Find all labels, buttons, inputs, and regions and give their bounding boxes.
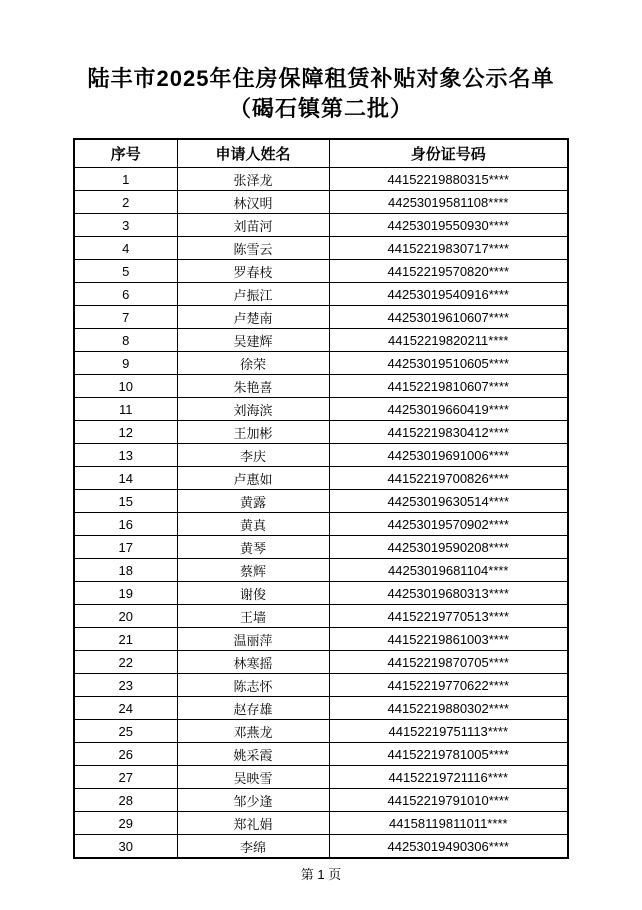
serial-number-cell: 11 bbox=[74, 398, 177, 421]
table-row bbox=[74, 168, 568, 191]
applicant-name-cell: 朱艳喜 bbox=[177, 375, 329, 398]
table-row bbox=[74, 582, 568, 605]
applicant-name-cell: 王墙 bbox=[177, 605, 329, 628]
serial-number-cell: 29 bbox=[74, 812, 177, 835]
column-header-applicant-name: 申请人姓名 bbox=[177, 139, 329, 168]
applicant-name-cell: 陈雪云 bbox=[177, 237, 329, 260]
applicant-name-cell: 陈志怀 bbox=[177, 674, 329, 697]
serial-number-cell: 4 bbox=[74, 237, 177, 260]
id-number-cell: 44152219861003**** bbox=[329, 628, 568, 651]
serial-number-cell: 13 bbox=[74, 444, 177, 467]
id-number-cell: 44253019610607**** bbox=[329, 306, 568, 329]
id-number-cell: 44152219870705**** bbox=[329, 651, 568, 674]
id-number-cell: 44253019570902**** bbox=[329, 513, 568, 536]
table-row bbox=[74, 329, 568, 352]
id-number-cell: 44253019490306**** bbox=[329, 835, 568, 859]
applicant-name-cell: 刘海滨 bbox=[177, 398, 329, 421]
table-row bbox=[74, 214, 568, 237]
id-number-cell: 44152219880315**** bbox=[329, 168, 568, 191]
serial-number-cell: 19 bbox=[74, 582, 177, 605]
table-row bbox=[74, 766, 568, 789]
table-row bbox=[74, 375, 568, 398]
applicant-name-cell: 张泽龙 bbox=[177, 168, 329, 191]
id-number-cell: 44152219820211**** bbox=[329, 329, 568, 352]
table-row bbox=[74, 559, 568, 582]
column-header-serial-number: 序号 bbox=[74, 139, 177, 168]
applicant-name-cell: 赵存雄 bbox=[177, 697, 329, 720]
id-number-cell: 44253019691006**** bbox=[329, 444, 568, 467]
applicant-name-cell: 蔡辉 bbox=[177, 559, 329, 582]
serial-number-cell: 27 bbox=[74, 766, 177, 789]
serial-number-cell: 8 bbox=[74, 329, 177, 352]
serial-number-cell: 1 bbox=[74, 168, 177, 191]
applicant-name-cell: 谢俊 bbox=[177, 582, 329, 605]
serial-number-cell: 5 bbox=[74, 260, 177, 283]
serial-number-cell: 18 bbox=[74, 559, 177, 582]
applicant-name-cell: 徐荣 bbox=[177, 352, 329, 375]
applicant-name-cell: 卢惠如 bbox=[177, 467, 329, 490]
serial-number-cell: 24 bbox=[74, 697, 177, 720]
id-number-cell: 44253019581108**** bbox=[329, 191, 568, 214]
serial-number-cell: 7 bbox=[74, 306, 177, 329]
serial-number-cell: 26 bbox=[74, 743, 177, 766]
table-row bbox=[74, 720, 568, 743]
table-row bbox=[74, 260, 568, 283]
column-header-id-number: 身份证号码 bbox=[329, 139, 568, 168]
table-row bbox=[74, 743, 568, 766]
id-number-cell: 44152219770513**** bbox=[329, 605, 568, 628]
table-row bbox=[74, 697, 568, 720]
table-row bbox=[74, 306, 568, 329]
applicant-name-cell: 李庆 bbox=[177, 444, 329, 467]
applicant-name-cell: 黄露 bbox=[177, 490, 329, 513]
serial-number-cell: 14 bbox=[74, 467, 177, 490]
table-row bbox=[74, 651, 568, 674]
id-number-cell: 44253019630514**** bbox=[329, 490, 568, 513]
id-number-cell: 44253019550930**** bbox=[329, 214, 568, 237]
id-number-cell: 44152219770622**** bbox=[329, 674, 568, 697]
applicant-name-cell: 吴建辉 bbox=[177, 329, 329, 352]
serial-number-cell: 30 bbox=[74, 835, 177, 859]
table-row bbox=[74, 237, 568, 260]
applicant-name-cell: 卢楚南 bbox=[177, 306, 329, 329]
table-row bbox=[74, 628, 568, 651]
table-row bbox=[74, 352, 568, 375]
table-row bbox=[74, 467, 568, 490]
id-number-cell: 44152219570820**** bbox=[329, 260, 568, 283]
table-row bbox=[74, 812, 568, 835]
id-number-cell: 44152219700826**** bbox=[329, 467, 568, 490]
serial-number-cell: 25 bbox=[74, 720, 177, 743]
table-row bbox=[74, 421, 568, 444]
applicant-name-cell: 邹少逢 bbox=[177, 789, 329, 812]
table-row bbox=[74, 835, 568, 859]
table-header-row bbox=[74, 139, 568, 168]
applicant-name-cell: 林寒摇 bbox=[177, 651, 329, 674]
applicant-name-cell: 黄琴 bbox=[177, 536, 329, 559]
table-row bbox=[74, 513, 568, 536]
id-number-cell: 44152219880302**** bbox=[329, 697, 568, 720]
serial-number-cell: 2 bbox=[74, 191, 177, 214]
applicant-name-cell: 温丽萍 bbox=[177, 628, 329, 651]
serial-number-cell: 21 bbox=[74, 628, 177, 651]
serial-number-cell: 16 bbox=[74, 513, 177, 536]
serial-number-cell: 9 bbox=[74, 352, 177, 375]
table-row bbox=[74, 398, 568, 421]
applicant-name-cell: 郑礼娟 bbox=[177, 812, 329, 835]
id-number-cell: 44152219751113**** bbox=[329, 720, 568, 743]
serial-number-cell: 28 bbox=[74, 789, 177, 812]
serial-number-cell: 10 bbox=[74, 375, 177, 398]
id-number-cell: 44253019540916**** bbox=[329, 283, 568, 306]
applicant-name-cell: 吴映雪 bbox=[177, 766, 329, 789]
applicant-name-cell: 黄真 bbox=[177, 513, 329, 536]
table-row bbox=[74, 536, 568, 559]
page-title-line2: （碣石镇第二批） bbox=[228, 96, 413, 121]
recipients-table bbox=[73, 138, 569, 859]
page-title bbox=[0, 0, 642, 124]
id-number-cell: 44152219830717**** bbox=[329, 237, 568, 260]
applicant-name-cell: 李绵 bbox=[177, 835, 329, 859]
table-row bbox=[74, 444, 568, 467]
applicant-name-cell: 罗春枝 bbox=[177, 260, 329, 283]
table-row bbox=[74, 191, 568, 214]
serial-number-cell: 15 bbox=[74, 490, 177, 513]
id-number-cell: 44152219791010**** bbox=[329, 789, 568, 812]
id-number-cell: 44253019510605**** bbox=[329, 352, 568, 375]
id-number-cell: 44152219781005**** bbox=[329, 743, 568, 766]
id-number-cell: 44253019660419**** bbox=[329, 398, 568, 421]
serial-number-cell: 6 bbox=[74, 283, 177, 306]
id-number-cell: 44152219810607**** bbox=[329, 375, 568, 398]
applicant-name-cell: 王加彬 bbox=[177, 421, 329, 444]
id-number-cell: 44253019680313**** bbox=[329, 582, 568, 605]
serial-number-cell: 23 bbox=[74, 674, 177, 697]
serial-number-cell: 12 bbox=[74, 421, 177, 444]
id-number-cell: 44152219830412**** bbox=[329, 421, 568, 444]
applicant-name-cell: 刘苗河 bbox=[177, 214, 329, 237]
id-number-cell: 44158119811011**** bbox=[329, 812, 568, 835]
table-row bbox=[74, 789, 568, 812]
table-row bbox=[74, 490, 568, 513]
applicant-name-cell: 姚采霞 bbox=[177, 743, 329, 766]
page-title-line1: 陆丰市2025年住房保障租赁补贴对象公示名单 bbox=[87, 66, 555, 91]
table-row bbox=[74, 674, 568, 697]
applicant-name-cell: 邓燕龙 bbox=[177, 720, 329, 743]
serial-number-cell: 17 bbox=[74, 536, 177, 559]
serial-number-cell: 3 bbox=[74, 214, 177, 237]
serial-number-cell: 22 bbox=[74, 651, 177, 674]
table-row bbox=[74, 605, 568, 628]
id-number-cell: 44253019681104**** bbox=[329, 559, 568, 582]
page-footer: 第 1 页 bbox=[300, 867, 342, 882]
serial-number-cell: 20 bbox=[74, 605, 177, 628]
applicant-name-cell: 林汉明 bbox=[177, 191, 329, 214]
id-number-cell: 44152219721116**** bbox=[329, 766, 568, 789]
id-number-cell: 44253019590208**** bbox=[329, 536, 568, 559]
applicant-name-cell: 卢振江 bbox=[177, 283, 329, 306]
table-row bbox=[74, 283, 568, 306]
